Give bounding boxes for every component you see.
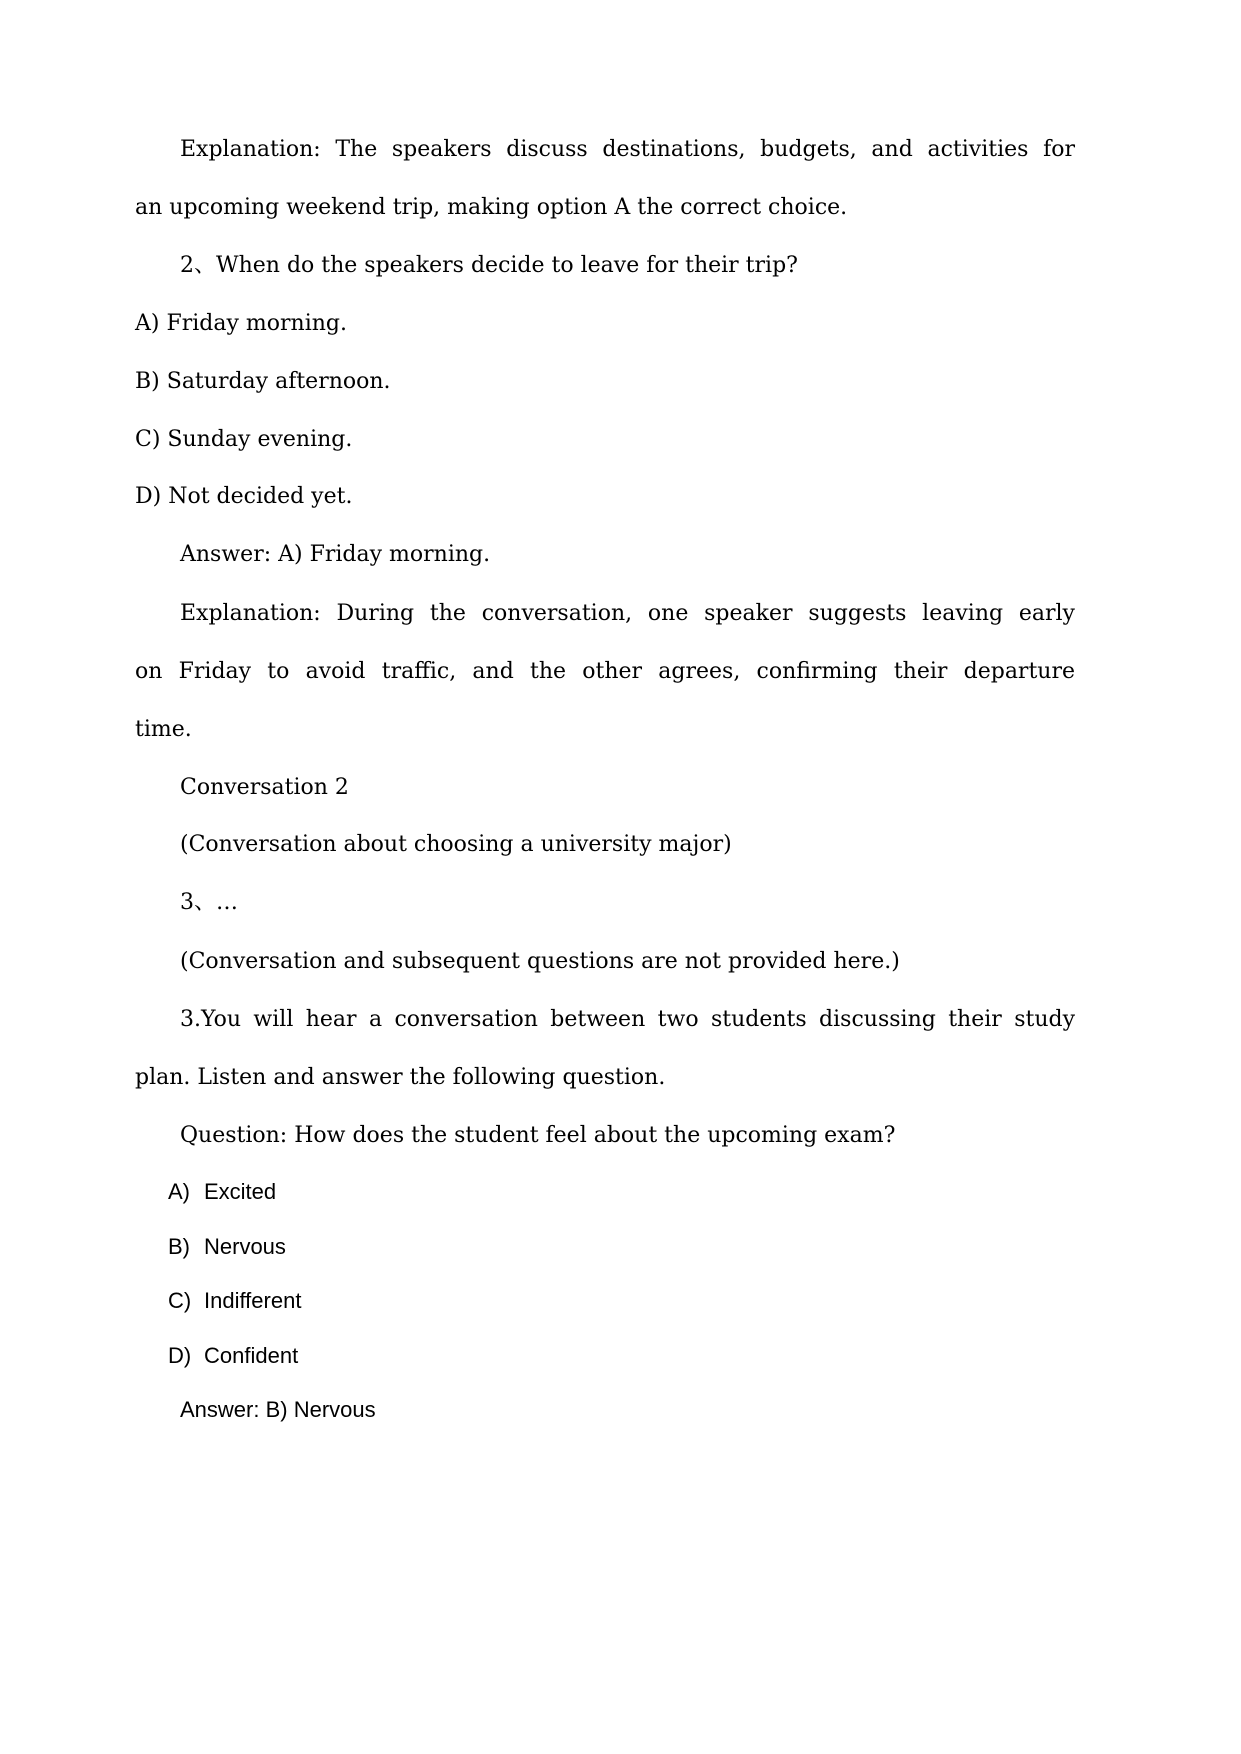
option-text: Confident bbox=[204, 1343, 299, 1368]
question-2-option-b: B) Saturday afternoon. bbox=[135, 369, 391, 394]
option-letter: B) bbox=[168, 1234, 190, 1259]
question-2-explanation-line-2: on Friday to avoid traffic, and the other agrees, confirming their departure bbox=[135, 659, 1075, 684]
question-3-answer: Answer: B) Nervous bbox=[180, 1397, 376, 1422]
question-2-explanation-line-1: Explanation: During the conversation, one speaker suggests leaving early bbox=[180, 601, 1075, 626]
question-2-option-a: A) Friday morning. bbox=[135, 311, 347, 336]
option-text: Excited bbox=[204, 1179, 277, 1204]
option-letter: D) bbox=[168, 1343, 192, 1368]
option-letter: A) bbox=[168, 1179, 190, 1204]
option-text: Nervous bbox=[204, 1234, 286, 1259]
conversation-2-topic: (Conversation about choosing a university major) bbox=[180, 832, 732, 857]
question-2-answer: Answer: A) Friday morning. bbox=[180, 542, 491, 567]
question-3-option-a bbox=[168, 1178, 276, 1206]
conversation-2-heading: Conversation 2 bbox=[180, 775, 349, 800]
explanation-1-line-2: an upcoming weekend trip, making option A the correct choice. bbox=[135, 195, 848, 220]
question-3: Question: How does the student feel about the upcoming exam? bbox=[180, 1123, 896, 1148]
question-2-option-d: D) Not decided yet. bbox=[135, 484, 353, 509]
conversation-2-item: 3、… bbox=[180, 890, 238, 915]
question-2: 2、When do the speakers decide to leave for their trip? bbox=[180, 253, 798, 278]
explanation-1-line-1: Explanation: The speakers discuss destinations, budgets, and activities for bbox=[180, 137, 1075, 162]
option-text: Indifferent bbox=[204, 1288, 302, 1313]
question-2-explanation-line-3: time. bbox=[135, 717, 192, 742]
conversation-2-note: (Conversation and subsequent questions are not provided here.) bbox=[180, 949, 900, 974]
question-3-intro-line-2: plan. Listen and answer the following question. bbox=[135, 1065, 666, 1090]
question-3-option-b bbox=[168, 1233, 286, 1261]
question-3-intro-line-1: 3.You will hear a conversation between two students discussing their study bbox=[180, 1007, 1075, 1032]
question-3-option-d bbox=[168, 1342, 298, 1370]
question-3-option-c bbox=[168, 1287, 301, 1315]
option-letter: C) bbox=[168, 1288, 192, 1313]
question-2-option-c: C) Sunday evening. bbox=[135, 427, 353, 452]
